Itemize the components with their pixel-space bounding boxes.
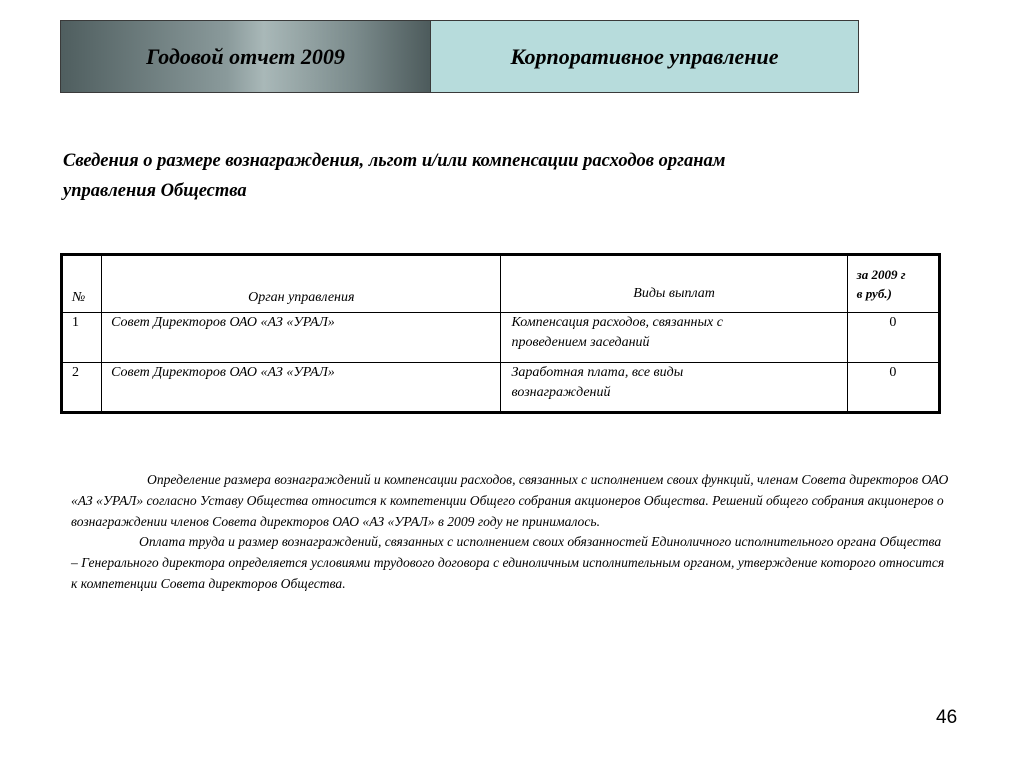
header-sum-line-1: за 2009 г bbox=[856, 267, 906, 282]
row-type-line-2: вознаграждений bbox=[511, 385, 611, 400]
header-type: Виды выплат bbox=[633, 286, 715, 301]
notes-paragraph-1: Определение размера вознаграждений и компенсации расходов, связанных с исполнением своих функций, членам Совета директоров ОАО «АЗ «УРАЛ» согласно Уставу Общества относится к компетенции Общего собрания акционеров Общества. Решений общего собрания акционеров о вознаграждении членов Совета директоров ОАО «АЗ «УРАЛ» в 2009 году не принималось. bbox=[71, 472, 949, 529]
header-sum bbox=[857, 265, 906, 303]
notes-paragraph-2: Оплата труда и размер вознаграждений, связанных с исполнением своих обязанностей Единоличного исполнительного органа Общества – Генерального директора определяется условиями трудового договора с единоличным исполнительным органом, утверждение которого относится к компетенции Совета директоров Общества. bbox=[71, 534, 945, 591]
row-org: Совет Директоров ОАО «АЗ «УРАЛ» bbox=[102, 313, 501, 363]
row-type-line-1: Компенсация расходов, связанных с bbox=[511, 315, 723, 330]
page-title-line-1: Сведения о размере вознаграждения, льгот и/или компенсации расходов органам bbox=[63, 151, 726, 171]
report-title-banner bbox=[60, 20, 431, 93]
header-org: Орган управления bbox=[248, 290, 355, 305]
row-type bbox=[501, 313, 847, 363]
row-num: 1 bbox=[62, 313, 102, 363]
header-cell-num bbox=[62, 255, 102, 313]
header-cell-sum bbox=[847, 255, 939, 313]
row-org: Совет Директоров ОАО «АЗ «УРАЛ» bbox=[102, 363, 501, 413]
table-row bbox=[62, 363, 940, 413]
header-cell-org bbox=[102, 255, 501, 313]
row-type-line-1: Заработная плата, все виды bbox=[511, 365, 684, 380]
notes-block bbox=[71, 470, 951, 595]
table-header-row bbox=[62, 255, 940, 313]
section-name: Корпоративное управление bbox=[510, 43, 779, 69]
header-num: № bbox=[72, 290, 86, 305]
section-banner bbox=[431, 20, 859, 93]
page-title-line-2: управления Общества bbox=[63, 181, 247, 201]
row-num: 2 bbox=[62, 363, 102, 413]
header-cell-type bbox=[501, 255, 847, 313]
page-title bbox=[63, 146, 943, 206]
table-row bbox=[62, 313, 940, 363]
row-sum: 0 bbox=[847, 363, 939, 413]
row-type-line-2: проведением заседаний bbox=[511, 335, 650, 350]
report-title: Годовой отчет 2009 bbox=[146, 43, 345, 69]
remuneration-table bbox=[60, 253, 941, 414]
page-number: 46 bbox=[936, 707, 958, 728]
row-sum: 0 bbox=[847, 313, 939, 363]
row-type bbox=[501, 363, 847, 413]
header-sum-line-2: в руб.) bbox=[856, 286, 892, 301]
